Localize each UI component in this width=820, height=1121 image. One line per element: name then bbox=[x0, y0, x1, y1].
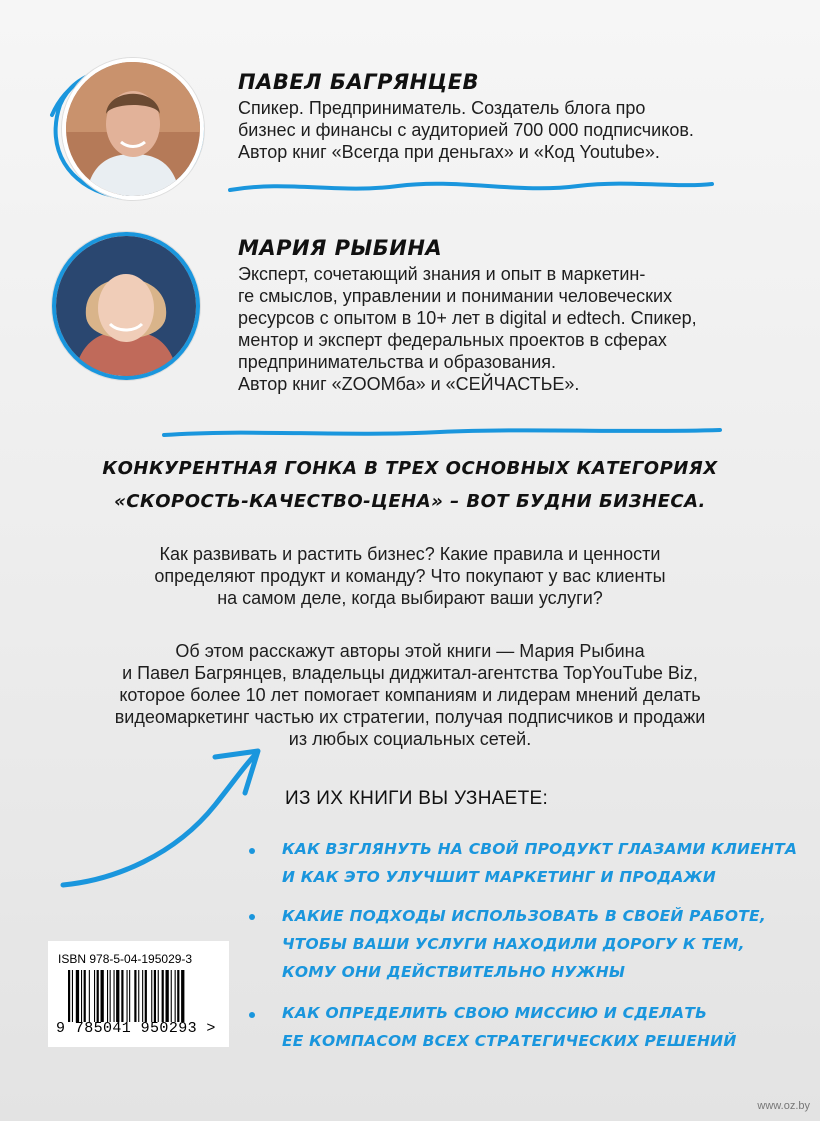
barcode-bar bbox=[142, 970, 143, 1022]
barcode-bar bbox=[151, 970, 152, 1022]
arrow-decoration-icon bbox=[55, 735, 275, 900]
author-bio-pavel bbox=[238, 97, 694, 163]
barcode-digits: 9 785041 950293 > bbox=[56, 1020, 216, 1037]
bio-line: ресурсов с опытом в 10+ лет в digital и edtech. Спикер, bbox=[238, 308, 697, 328]
bullet-line: КАК ОПРЕДЕЛИТЬ СВОЮ МИССИЮ И СДЕЛАТЬ bbox=[282, 1004, 708, 1022]
barcode-bar bbox=[171, 970, 172, 1022]
barcode-bar bbox=[72, 970, 73, 1022]
barcode-bar bbox=[89, 970, 90, 1022]
bullet-item-2 bbox=[282, 902, 766, 986]
authors-paragraph bbox=[0, 640, 820, 750]
paragraph-line: видеомаркетинг частью их стратегии, получая подписчиков и продажи bbox=[114, 707, 706, 727]
paragraph-line: которое более 10 лет помогает компаниям и лидерам мнений делать bbox=[119, 685, 701, 705]
wavy-divider-2 bbox=[160, 423, 725, 445]
portrait-pavel-icon bbox=[66, 62, 200, 196]
barcode-bar bbox=[177, 970, 179, 1022]
barcode-bar bbox=[101, 970, 104, 1022]
barcode-bar bbox=[94, 970, 95, 1022]
bullet-item-3 bbox=[282, 999, 737, 1055]
barcode-bar bbox=[127, 970, 128, 1022]
wavy-divider-1 bbox=[228, 176, 716, 198]
bullet-item-1 bbox=[282, 835, 797, 891]
portrait-maria-icon bbox=[56, 236, 196, 376]
author-name-maria: МАРИЯ РЫБИНА bbox=[238, 236, 443, 260]
watermark: www.oz.by bbox=[757, 1100, 810, 1112]
bio-line: ге смыслов, управлении и понимании человеческих bbox=[238, 286, 673, 306]
bio-line: Эксперт, сочетающий знания и опыт в маркетин- bbox=[238, 264, 646, 284]
headline-line: КОНКУРЕНТНАЯ ГОНКА В ТРЕХ ОСНОВНЫХ КАТЕГОРИЯХ bbox=[102, 458, 718, 479]
barcode-bar bbox=[116, 970, 119, 1022]
headline bbox=[0, 452, 820, 518]
isbn-barcode bbox=[48, 941, 229, 1047]
bio-line: Спикер. Предприниматель. Создатель блога про bbox=[238, 98, 646, 118]
barcode-bar bbox=[114, 970, 115, 1022]
barcode-bar bbox=[145, 970, 147, 1022]
bullet-dot-icon bbox=[249, 848, 255, 854]
barcode-bar bbox=[162, 970, 164, 1022]
bullet-line: ЧТОБЫ ВАШИ УСЛУГИ НАХОДИЛИ ДОРОГУ К ТЕМ, bbox=[282, 935, 745, 953]
author-bio-maria bbox=[238, 263, 697, 395]
barcode-bar bbox=[68, 970, 70, 1022]
barcode-bar bbox=[97, 970, 99, 1022]
barcode-bar bbox=[158, 970, 159, 1022]
barcode-bar bbox=[138, 970, 139, 1022]
bullet-line: КОМУ ОНИ ДЕЙСТВИТЕЛЬНО НУЖНЫ bbox=[282, 963, 626, 981]
avatar-maria bbox=[52, 232, 200, 380]
barcode-bar bbox=[166, 970, 169, 1022]
barcode-bar bbox=[76, 970, 79, 1022]
bullet-dot-icon bbox=[249, 914, 255, 920]
headline-line: «СКОРОСТЬ-КАЧЕСТВО-ЦЕНА» – ВОТ БУДНИ БИЗНЕСА. bbox=[114, 491, 706, 512]
bio-line: Автор книг «Всегда при деньгах» и «Код Youtube». bbox=[238, 142, 660, 162]
bullet-line: КАК ВЗГЛЯНУТЬ НА СВОЙ ПРОДУКТ ГЛАЗАМИ КЛИЕНТА bbox=[282, 840, 798, 858]
barcode-bar bbox=[107, 970, 108, 1022]
barcode-bar bbox=[110, 970, 111, 1022]
bio-line: Автор книг «ZOOMба» и «СЕЙЧАСТЬЕ». bbox=[238, 374, 580, 394]
isbn-label: ISBN 978-5-04-195029-3 bbox=[58, 952, 193, 966]
barcode-bar bbox=[175, 970, 176, 1022]
bio-line: ментор и эксперт федеральных проектов в сферах bbox=[238, 330, 667, 350]
barcode-bar bbox=[181, 970, 184, 1022]
bio-line: предпринимательства и образования. bbox=[238, 352, 556, 372]
author-name-pavel: ПАВЕЛ БАГРЯНЦЕВ bbox=[238, 70, 480, 94]
learn-title: ИЗ ИХ КНИГИ ВЫ УЗНАЕТЕ: bbox=[285, 788, 549, 809]
barcode-icon bbox=[68, 970, 220, 1022]
barcode-bar bbox=[154, 970, 156, 1022]
paragraph-line: определяют продукт и команду? Что покупают у вас клиенты bbox=[154, 566, 666, 586]
avatar-pavel bbox=[62, 58, 204, 200]
paragraph-line: Об этом расскажут авторы этой книги — Мария Рыбина bbox=[175, 641, 645, 661]
barcode-bar bbox=[134, 970, 136, 1022]
barcode-bar bbox=[129, 970, 130, 1022]
bullet-line: КАКИЕ ПОДХОДЫ ИСПОЛЬЗОВАТЬ В СВОЕЙ РАБОТЕ, bbox=[282, 907, 766, 925]
bullet-line: И КАК ЭТО УЛУЧШИТ МАРКЕТИНГ И ПРОДАЖИ bbox=[282, 868, 716, 886]
paragraph-line: Как развивать и растить бизнес? Какие правила и ценности bbox=[159, 544, 661, 564]
paragraph-line: и Павел Багрянцев, владельцы диджитал-агентства TopYouTube Biz, bbox=[122, 663, 698, 683]
paragraph-line: из любых социальных сетей. bbox=[288, 729, 532, 749]
intro-paragraph bbox=[0, 543, 820, 609]
bio-line: бизнес и финансы с аудиторией 700 000 подписчиков. bbox=[238, 120, 694, 140]
barcode-bar bbox=[84, 970, 86, 1022]
barcode-bar bbox=[121, 970, 123, 1022]
barcode-bar bbox=[81, 970, 82, 1022]
paragraph-line: на самом деле, когда выбирают ваши услуги? bbox=[217, 588, 603, 608]
bullet-dot-icon bbox=[249, 1012, 255, 1018]
bullet-line: ЕЕ КОМПАСОМ ВСЕХ СТРАТЕГИЧЕСКИХ РЕШЕНИЙ bbox=[282, 1032, 737, 1050]
